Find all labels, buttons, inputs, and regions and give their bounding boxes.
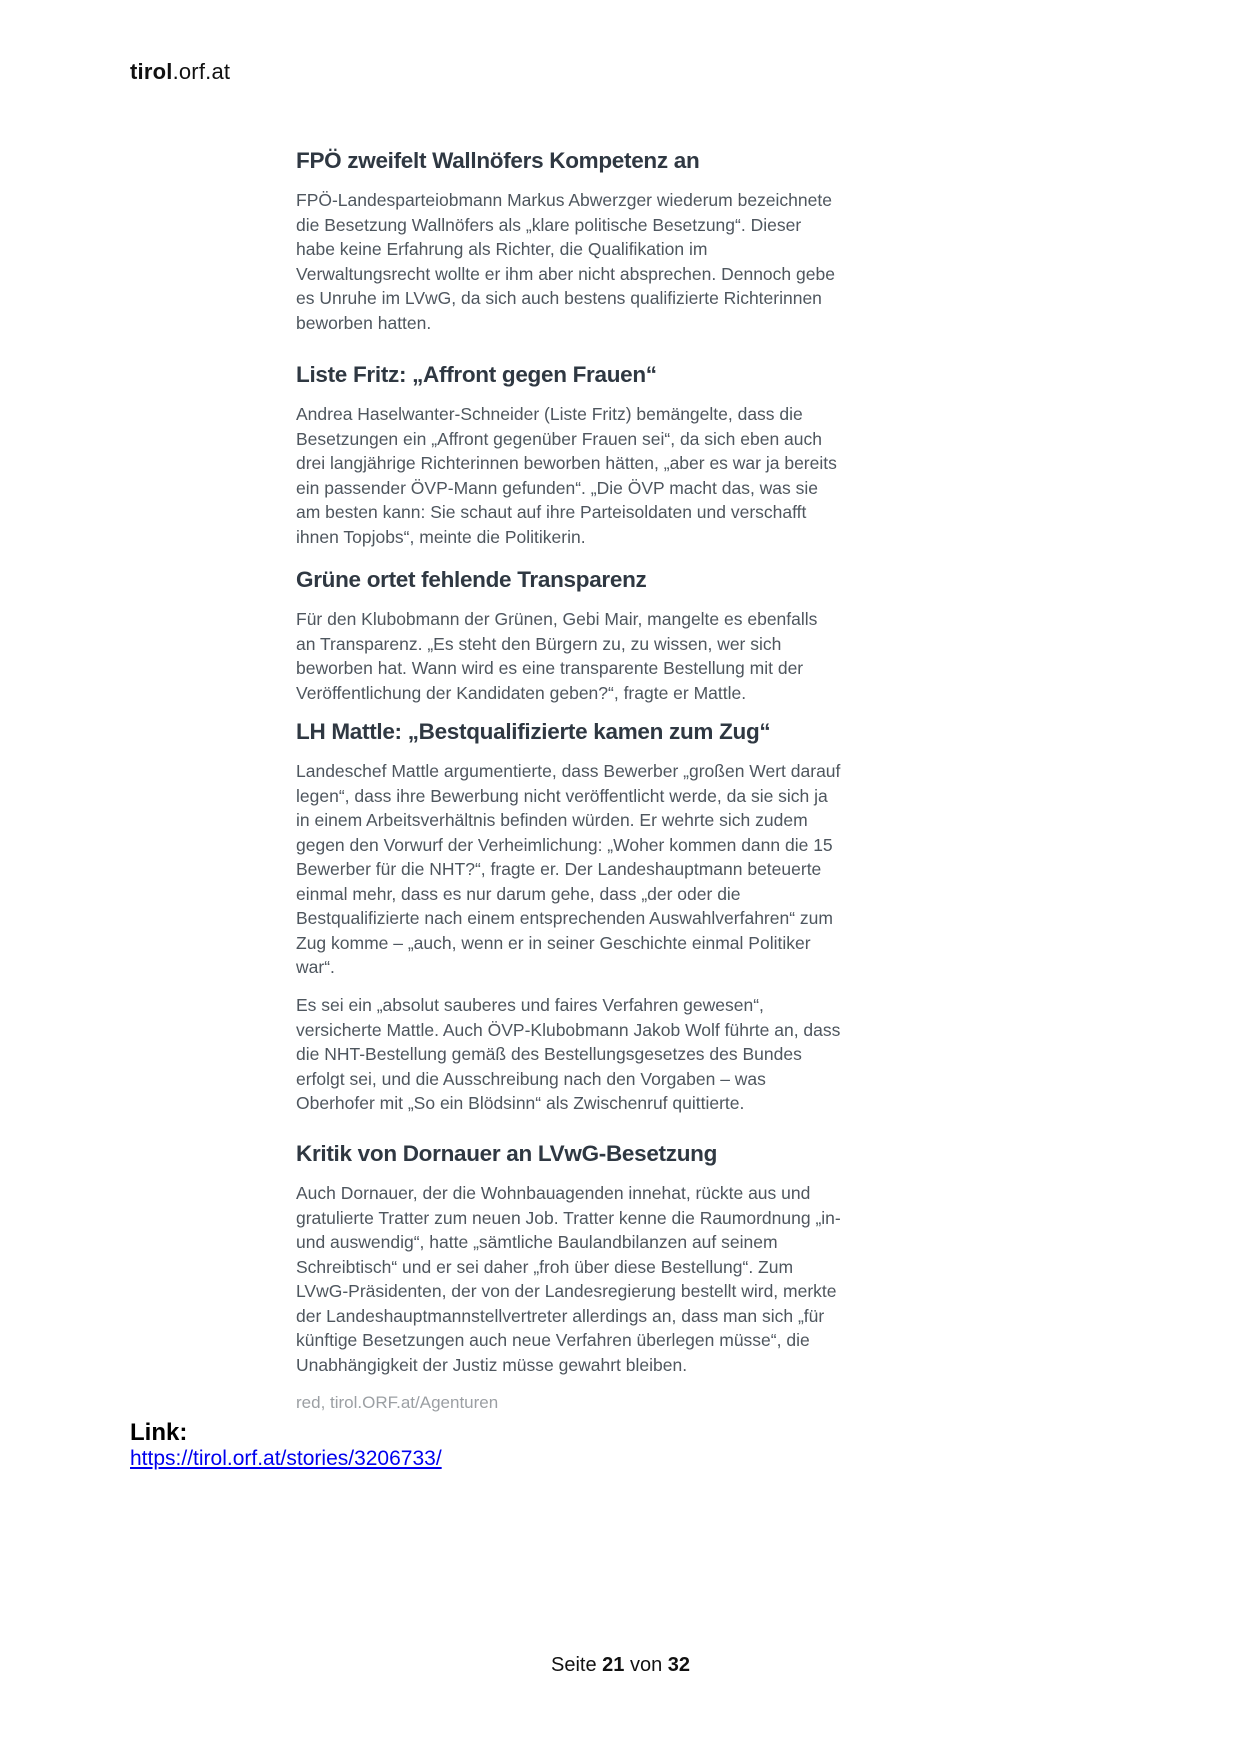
section-paragraph: Landeschef Mattle argumentierte, dass Bewerber „großen Wert darauf legen“, dass ihre Bewerbung nicht veröffentlicht werde, da sie sich ja in einem Arbeitsverhältnis befinden würden. Er wehrte sich zudem gegen den Vorwurf der Verheimlichung: „Woher kommen dann die 15 Bewerber für die NHT?“, fragte er. Der Landeshauptmann beteuerte einmal mehr, dass es nur darum gehe, dass „der oder die Bestqualifizierte nach einem entsprechenden Auswahlverfahren“ zum Zug komme – „auch, wenn er in seiner Geschichte einmal Politiker war“. (296, 761, 841, 977)
section-heading: Kritik von Dornauer an LVwG-Besetzung (296, 1141, 718, 1166)
page-number-footer (0, 1652, 1241, 1678)
footer-label-of: von (629, 1654, 663, 1676)
section-paragraph: Auch Dornauer, der die Wohnbauagenden innehat, rückte aus und gratulierte Tratter zum neuen Job. Tratter kenne die Raumordnung „in- und auswendig“, hatte „sämtliche Baulandbilanzen auf seinem Schreibtisch“ und er sei daher „froh über diese Bestellung“. Zum LVwG-Präsidenten, der von der Landesregierung bestellt wird, merkte der Landeshauptmannstellvertreter allerdings an, dass man sich „für künftige Besetzungen auch neue Verfahren überlegen müsse“, die Unabhängigkeit der Justiz müsse gewahrt bleiben. (296, 1183, 841, 1375)
footer-total-pages: 32 (667, 1654, 691, 1676)
site-logo-rest: .orf.at (172, 59, 231, 84)
section-heading: Liste Fritz: „Affront gegen Frauen“ (296, 362, 657, 387)
section-heading: Grüne ortet fehlende Transparenz (296, 567, 647, 592)
article-section-gruene (296, 565, 841, 705)
article-section-dornauer (296, 1139, 841, 1377)
section-paragraph: Für den Klubobmann der Grünen, Gebi Mair, mangelte es ebenfalls an Transparenz. „Es steht den Bürgern zu, zu wissen, wer sich beworben hat. Wann wird es eine transparente Bestellung mit der Veröffentlichung der Kandidaten geben?“, fragte er Mattle. (296, 609, 818, 703)
article-url-link[interactable]: https://tirol.orf.at/stories/3206733/ (130, 1447, 442, 1470)
site-logo (130, 58, 230, 86)
section-heading: LH Mattle: „Bestqualifizierte kamen zum Zug“ (296, 719, 771, 744)
section-heading: FPÖ zweifelt Wallnöfers Kompetenz an (296, 148, 700, 173)
article-section-verfahren (296, 981, 841, 1116)
section-paragraph: Es sei ein „absolut sauberes und faires Verfahren gewesen“, versicherte Mattle. Auch ÖVP-Klubobmann Jakob Wolf führte an, dass die NHT-Bestellung gemäß des Bestellungsgesetzes des Bundes erfolgt sei, und die Ausschreibung nach den Vorgaben – was Oberhofer mit „So ein Blödsinn“ als Zwischenruf quittierte. (296, 995, 841, 1113)
article-section-liste-fritz (296, 360, 841, 549)
article-section-mattle (296, 717, 841, 980)
article-section-fpoe (296, 146, 841, 335)
section-paragraph: Andrea Haselwanter-Schneider (Liste Fritz) bemängelte, dass die Besetzungen ein „Affront gegenüber Frauen sei“, da sich eben auch drei langjährige Richterinnen beworben hätten, „aber es war ja bereits ein passender ÖVP-Mann gefunden“. „Die ÖVP macht das, was sie am besten kann: Sie schaut auf ihre Parteisoldaten und verschafft ihnen Topjobs“, meinte die Politikerin. (296, 404, 837, 547)
footer-current-page: 21 (602, 1654, 625, 1676)
article-byline: red, tirol.ORF.at/Agenturen (296, 1393, 499, 1412)
site-logo-bold: tirol (130, 59, 173, 84)
link-label: Link: (130, 1419, 188, 1446)
footer-label-page: Seite (550, 1654, 597, 1676)
section-paragraph: FPÖ-Landesparteiobmann Markus Abwerzger wiederum bezeichnete die Besetzung Wallnöfers als „klare politische Besetzung“. Dieser habe keine Erfahrung als Richter, die Qualifikation im Verwaltungsrecht wollte er ihm aber nicht absprechen. Dennoch gebe es Unruhe im LVwG, da sich auch bestens qualifizierte Richterinnen beworben hatten. (296, 190, 835, 333)
